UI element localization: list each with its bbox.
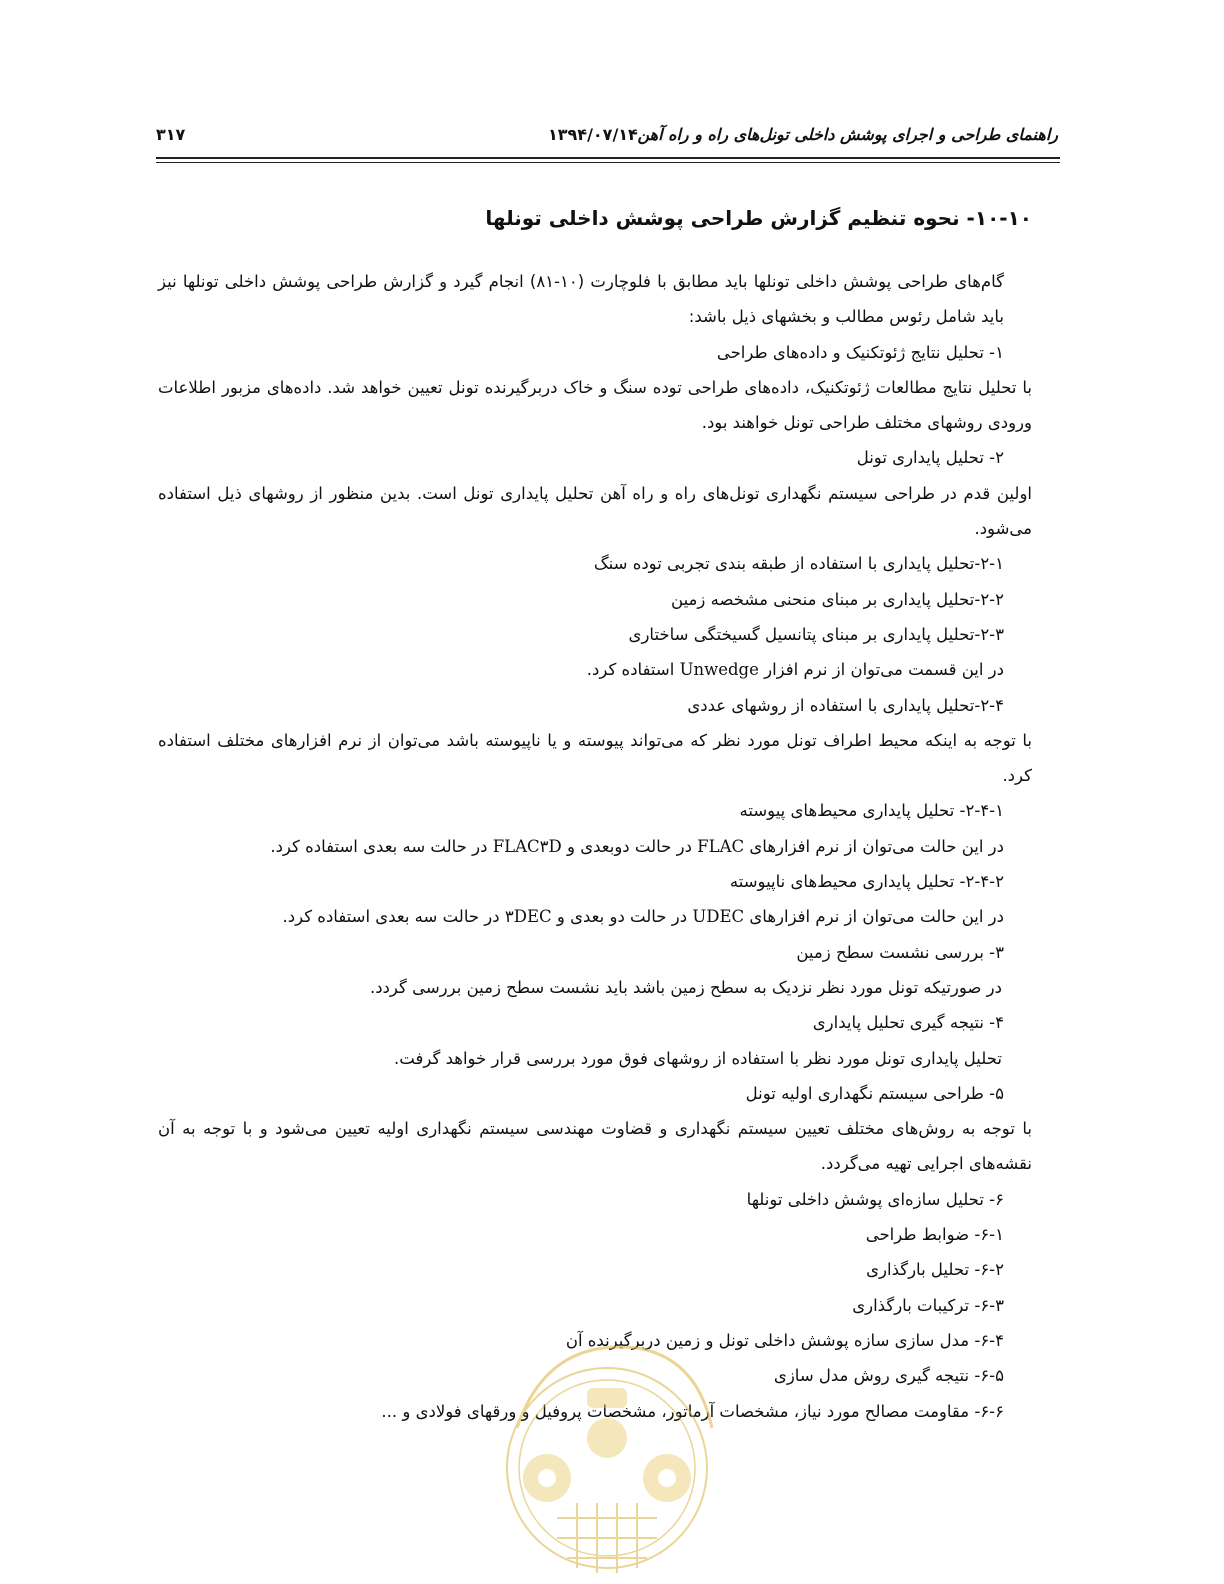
item-6-6: ۶-۶- مقاومت مصالح مورد نیاز، مشخصات آرماتور، مشخصات پروفیل و ورقهای فولادی و ... (381, 1401, 1004, 1421)
header-date: ۱۳۹۴/۰۷/۱۴ (548, 125, 638, 144)
item-2-4-1-heading: ۲-۴-۱- تحلیل پایداری محیط‌های پیوسته (739, 801, 1004, 821)
body-text (158, 264, 1032, 1429)
discontinuous-software-note: در این حالت می‌توان از نرم افزارهای UDEC در حالت دو بعدی و ۳DEC در حالت سه بعدی استفاده کرد. (282, 907, 1004, 927)
page-number: ۳۱۷ (156, 125, 186, 144)
header-rule-thick (156, 157, 1060, 159)
item-4-heading: ۴- نتیجه گیری تحلیل پایداری (812, 1013, 1004, 1033)
software-unwedge: Unwedge (679, 660, 759, 680)
item-6-1: ۶-۱- ضوابط طراحی (865, 1225, 1004, 1245)
item-1-heading: ۱- تحلیل نتایج ژئوتکنیک و داده‌های طراحی (716, 342, 1004, 362)
item-5-paragraph: با توجه به روش‌های مختلف تعیین سیستم نگهداری و قضاوت مهندسی سیستم نگهداری اولیه تعیین می‌شود و با توجه به آن نقشه‌های اجرایی تهیه می‌گردد. (158, 1119, 1032, 1174)
item-2-2-heading: ۲-۲-تحلیل پایداری بر مبنای منحنی مشخصه زمین (671, 589, 1004, 609)
item-2-paragraph: اولین قدم در طراحی سیستم نگهداری تونل‌های راه و راه آهن تحلیل پایداری تونل است. بدین منظور از روشهای ذیل استفاده می‌شود. (158, 483, 1032, 539)
item-6-heading: ۶- تحلیل سازه‌ای پوشش داخلی تونلها (746, 1189, 1004, 1209)
item-4-paragraph: تحلیل پایداری تونل مورد نظر با استفاده از روشهای فوق مورد بررسی قرار خواهد گرفت. (394, 1048, 1002, 1068)
software-udec: UDEC (692, 907, 745, 927)
item-2-4-heading: ۲-۴-تحلیل پایداری با استفاده از روشهای عددی (687, 695, 1004, 715)
item-3-paragraph: در صورتیکه تونل مورد نظر نزدیک به سطح زمین باشد باید نشست سطح زمین بررسی گردد. (369, 977, 1002, 997)
section-heading: ۱۰-۱۰- نحوه تنظیم گزارش طراحی پوشش داخلی تونلها (485, 206, 1032, 230)
item-6-3: ۶-۳- ترکیبات بارگذاری (852, 1295, 1004, 1315)
item-3-heading: ۳- بررسی نشست سطح زمین (796, 942, 1004, 962)
item-6-2: ۶-۲- تحلیل بارگذاری (866, 1260, 1004, 1280)
unwedge-note: در این قسمت می‌توان از نرم افزار Unwedge استفاده کرد. (586, 660, 1004, 680)
item-2-4-paragraph: با توجه به اینکه محیط اطراف تونل مورد نظر که می‌تواند پیوسته و یا ناپیوسته باشد می‌توان از نرم افزارهای مختلف استفاده کرد. (158, 730, 1032, 786)
item-2-1-heading: ۲-۱-تحلیل پایداری با استفاده از طبقه بندی تجربی توده سنگ (593, 554, 1004, 574)
software-3dec: ۳DEC (504, 907, 552, 927)
item-2-3-heading: ۲-۳-تحلیل پایداری بر مبنای پتانسیل گسیختگی ساختاری (628, 624, 1004, 644)
continuous-software-note: در این حالت می‌توان از نرم افزارهای FLAC در حالت دوبعدی و FLAC۳D در حالت سه بعدی استفاده کرد. (270, 836, 1004, 856)
software-flac: FLAC (697, 836, 745, 856)
item-2-4-2-heading: ۲-۴-۲- تحلیل پایداری محیط‌های ناپیوسته (729, 872, 1004, 892)
running-header-title: راهنمای طراحی و اجرای پوشش داخلی تونل‌های راه و راه آهن (637, 125, 1058, 144)
header-rule-thin (156, 162, 1060, 163)
item-6-4: ۶-۴- مدل سازی سازه پوشش داخلی تونل و زمین دربرگیرنده آن (565, 1330, 1004, 1350)
item-5-heading: ۵- طراحی سیستم نگهداری اولیه تونل (745, 1083, 1004, 1103)
item-2-heading: ۲- تحلیل پایداری تونل (856, 448, 1004, 468)
software-flac3d: FLAC۳D (492, 836, 562, 856)
item-6-5: ۶-۵- نتیجه گیری روش مدل سازی (773, 1366, 1004, 1386)
item-1-paragraph: با تحلیل نتایج مطالعات ژئوتکنیک، داده‌های طراحی توده سنگ و خاک دربرگیرنده تونل تعیین خواهد شد. داده‌های مزبور اطلاعات ورودی روشهای مختلف طراحی تونل خواهند بود. (158, 377, 1032, 433)
intro-paragraph: گام‌های طراحی پوشش داخلی تونلها باید مطابق با فلوچارت (۱۰-۸۱) انجام گیرد و گزارش طراحی پوشش داخلی تونلها نیز باید شامل رئوس مطالب و بخشهای ذیل باشد: (158, 272, 1004, 327)
